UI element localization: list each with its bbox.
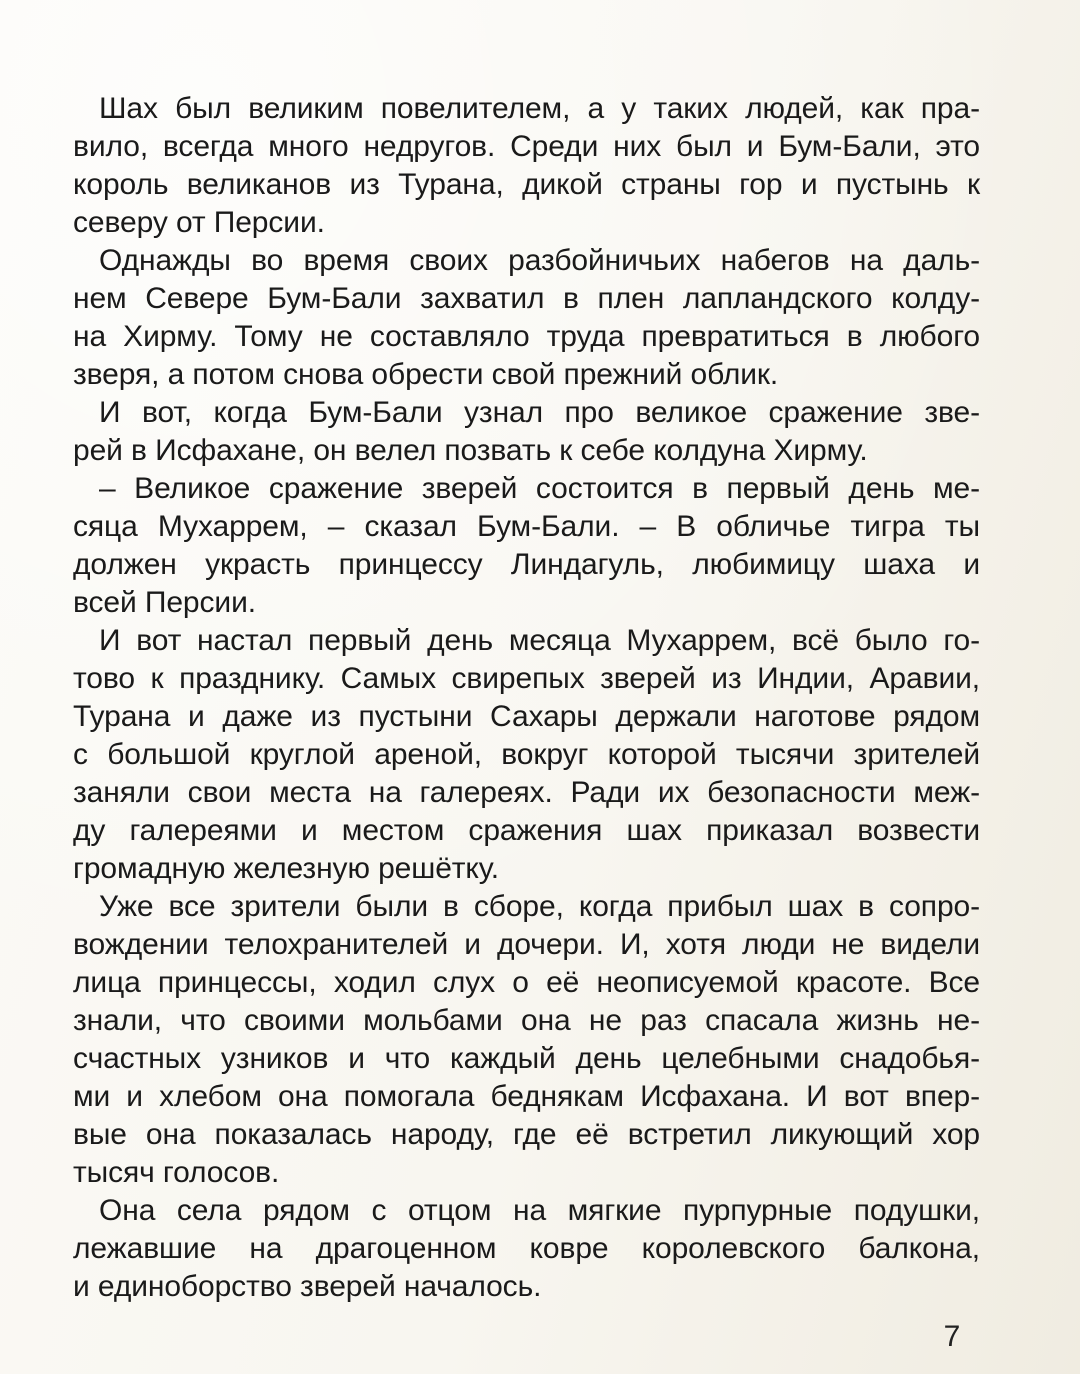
text-line: вождении телохранителей и дочери. И, хотя люди не видели: [73, 928, 980, 961]
text-line: и единоборство зверей началось.: [73, 1270, 542, 1303]
text-line: вило, всегда много недругов. Среди них был и Бум-Бали, это: [73, 130, 980, 163]
paragraph: [73, 470, 980, 622]
paragraph: [73, 90, 980, 242]
text-line: должен украсть принцессу Линдагуль, любимицу шаха и: [73, 548, 980, 581]
text-line: рей в Исфахане, он велел позвать к себе колдуна Хирму.: [73, 434, 868, 467]
paragraph: [73, 242, 980, 394]
text-line: ду галереями и местом сражения шах приказал возвести: [73, 814, 980, 847]
text-line: на Хирму. Тому не составляло труда превратиться в любого: [73, 320, 980, 353]
text-line: громадную железную решётку.: [73, 852, 499, 885]
paragraph: [73, 394, 980, 470]
text-line: – Великое сражение зверей состоится в первый день ме-: [99, 472, 980, 505]
paragraph: [73, 888, 980, 1192]
text-line: сяца Мухаррем, – сказал Бум-Бали. – В обличье тигра ты: [73, 510, 980, 543]
text-line: И вот настал первый день месяца Мухаррем, всё было го-: [99, 624, 980, 657]
text-line: Однажды во время своих разбойничьих набегов на даль-: [99, 244, 980, 277]
text-line: тысяч голосов.: [73, 1156, 280, 1189]
text-line: Уже все зрители были в сборе, когда прибыл шах в сопро-: [99, 890, 980, 923]
text-line: Шах был великим повелителем, а у таких людей, как пра-: [99, 92, 980, 125]
text-line: лица принцессы, ходил слух о её неописуемой красоте. Все: [73, 966, 980, 999]
text-line: Она села рядом с отцом на мягкие пурпурные подушки,: [99, 1194, 980, 1227]
page-number: 7: [943, 1320, 961, 1353]
text-line: счастных узников и что каждый день целебными снадобья-: [73, 1042, 980, 1075]
text-line: всей Персии.: [73, 586, 256, 619]
text-line: северу от Персии.: [73, 206, 325, 239]
text-line: И вот, когда Бум-Бали узнал про великое сражение зве-: [99, 396, 980, 429]
text-line: тово к празднику. Самых свирепых зверей из Индии, Аравии,: [73, 662, 980, 695]
text-line: Турана и даже из пустыни Сахары держали наготове рядом: [73, 700, 980, 733]
text-line: вые она показалась народу, где её встретил ликующий хор: [73, 1118, 980, 1151]
paragraph: [73, 622, 980, 888]
text-line: ми и хлебом она помогала беднякам Исфахана. И вот впер-: [73, 1080, 980, 1113]
text-line: знали, что своими мольбами она не раз спасала жизнь не-: [73, 1004, 980, 1037]
text-line: король великанов из Турана, дикой страны гор и пустынь к: [73, 168, 980, 201]
text-line: лежавшие на драгоценном ковре королевского балкона,: [73, 1232, 980, 1265]
text-line: зверя, а потом снова обрести свой прежний облик.: [73, 358, 779, 391]
paragraph: [73, 1192, 980, 1306]
text-block: [73, 90, 980, 1306]
text-line: заняли свои места на галереях. Ради их безопасности меж-: [73, 776, 980, 809]
text-line: с большой круглой ареной, вокруг которой тысячи зрителей: [73, 738, 980, 771]
text-line: нем Севере Бум-Бали захватил в плен лапландского колду-: [73, 282, 980, 315]
